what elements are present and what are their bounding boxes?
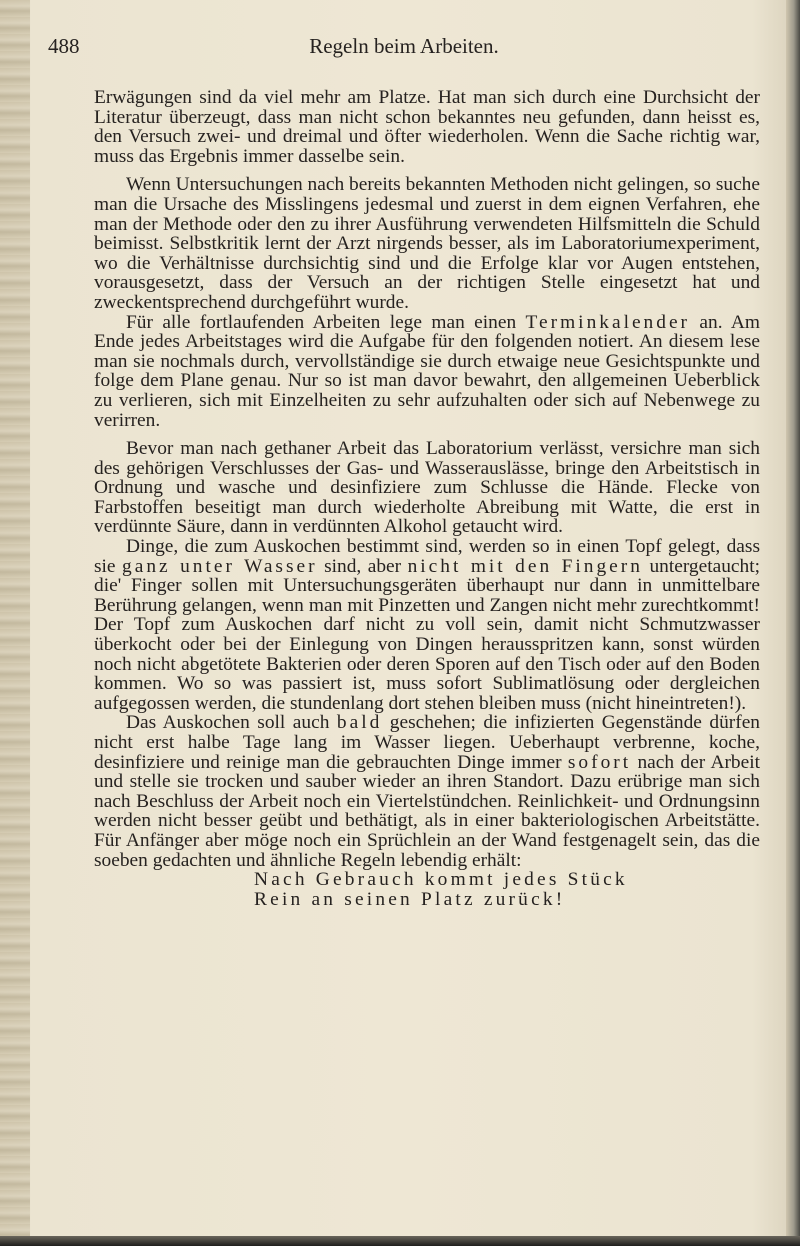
paragraph-5-text-c: untergetaucht; die' Finger sollen mit Untersuchungsgeräten überhaupt nur dann in unmittelbare Berührung gelangen, wenn man mit Pinzetten und Zangen nicht mehr zurechtkommt! Der Topf zum Auskochen darf nicht zu voll sein, damit nicht Schmutzwasser überkocht oder bei der Einlegung von Dingen herausspritzen kann, sonst würden noch nicht abgetötete Bakterien oder deren Sporen auf den Tisch oder auf den Boden kommen. Wo so was passiert ist, muss sofort Sublimatlösung oder dergleichen aufgegossen werden, die stundenlang dort stehen bleiben muss (nicht hineintreten!). [94,555,760,714]
paragraph-3 [94,313,760,431]
emphasis-sofort: sofort [567,751,632,773]
paragraph-5-text-a: Dinge, die zum Auskochen bestimmt sind, werden so in einen Topf gelegt, dass sie [94,536,760,577]
page-bottom-edge [0,1236,800,1246]
term-terminkalender: Terminkalender [525,311,691,333]
emphasis-bald: bald [336,712,383,734]
paragraph-4: Bevor man nach gethaner Arbeit das Laboratorium verlässt, versichre man sich des gehörigen Verschlusses der Gas- und Wasserauslässe, bringe den Arbeitstisch in Ordnung und wasche und desinfiziere zum Schlusse die Hände. Flecke von Farbstoffen beseitigt man durch wiederholte Abreibung mit Watte, die erst in verdünnte Säure, dann in verdünnten Alkohol getaucht wird. [94,438,760,538]
paragraph-3-text-b: an. Am Ende jedes Arbeitstages wird die Aufgabe für den folgenden notiert. An diesem lese man sie nochmals durch, vervollständige sie durch etwaige neue Gesichtspunkte und folge dem Plane genau. Nur so ist man davor bewahrt, den allgemeinen Ueberblick zu verlieren, sich mit Einzelheiten zu sehr aufzuhalten oder sich auf Nebenwege zu verirren. [94,311,760,431]
running-title: Regeln beim Arbeiten. [309,34,499,58]
motto [94,870,760,909]
motto-line-2: Rein an seinen Platz zurück! [254,888,566,910]
page-header [48,34,760,64]
paragraph-6-text-b: geschehen; die infizierten Gegenstände dürfen nicht erst halbe Tage lang im Wasser liegen. Ueberhaupt verbrenne, koche, desinfiziere und reinige man die gebrauchten Dinge immer [94,712,760,773]
paragraph-6-text-c: nach der Arbeit und stelle sie trocken und sauber wieder an ihren Standort. Dazu erübrige man sich nach Beschluss der Arbeit noch ein Viertelstündchen. Reinlichkeit- und Ordnungsinn werden nicht besser geübt und bethätigt, als in einer bakteriologischen Arbeitstätte. Für Anfänger aber möge noch ein Sprüchlein an der Wand festgenagelt sein, das die soeben gedachten und ähnliche Regeln lebendig erhält: [94,751,760,871]
motto-line-1: Nach Gebrauch kommt jedes Stück [254,869,628,891]
page-number: 488 [48,34,80,58]
paragraph-5 [94,537,760,713]
emphasis-ganz-unter-wasser: ganz unter Wasser [122,555,318,577]
paragraph-6-text-a: Das Auskochen soll auch [126,712,330,734]
page-right-edge [786,0,800,1246]
paragraph-3-text-a: Für alle fortlaufenden Arbeiten lege man einen [126,311,517,333]
page-left-edge [0,0,30,1246]
paragraph-1: Erwägungen sind da viel mehr am Platze. Hat man sich durch eine Durchsicht der Literatur überzeugt, dass man nicht schon bekanntes neu gefunden, dann heisst es, den Versuch zwei- und dreimal und öfter wiederholen. Wenn die Sache richtig war, muss das Ergebnis immer dasselbe sein. [94,87,760,167]
paragraph-6 [94,713,760,870]
body-text [94,88,760,909]
emphasis-nicht-mit-den-fingern: nicht mit den Fingern [407,555,643,577]
paragraph-5-text-b: sind, aber [324,555,402,577]
paragraph-2: Wenn Untersuchungen nach bereits bekannten Methoden nicht gelingen, so suche man die Ursache des Misslingens jedesmal und zuerst in dem eignen Verfahren, ehe man der Methode oder den zu ihrer Ausführung verwendeten Hilfsmitteln die Schuld beimisst. Selbstkritik lernt der Arzt nirgends besser, als im Laboratoriumexperiment, wo die Verhältnisse durchsichtig sind und die Erfolge klar vor Augen entstehen, vorausgesetzt, dass der Versuch an der richtigen Stelle eingesetzt hat und zweckentsprechend durchgeführt wurde. [94,174,760,313]
